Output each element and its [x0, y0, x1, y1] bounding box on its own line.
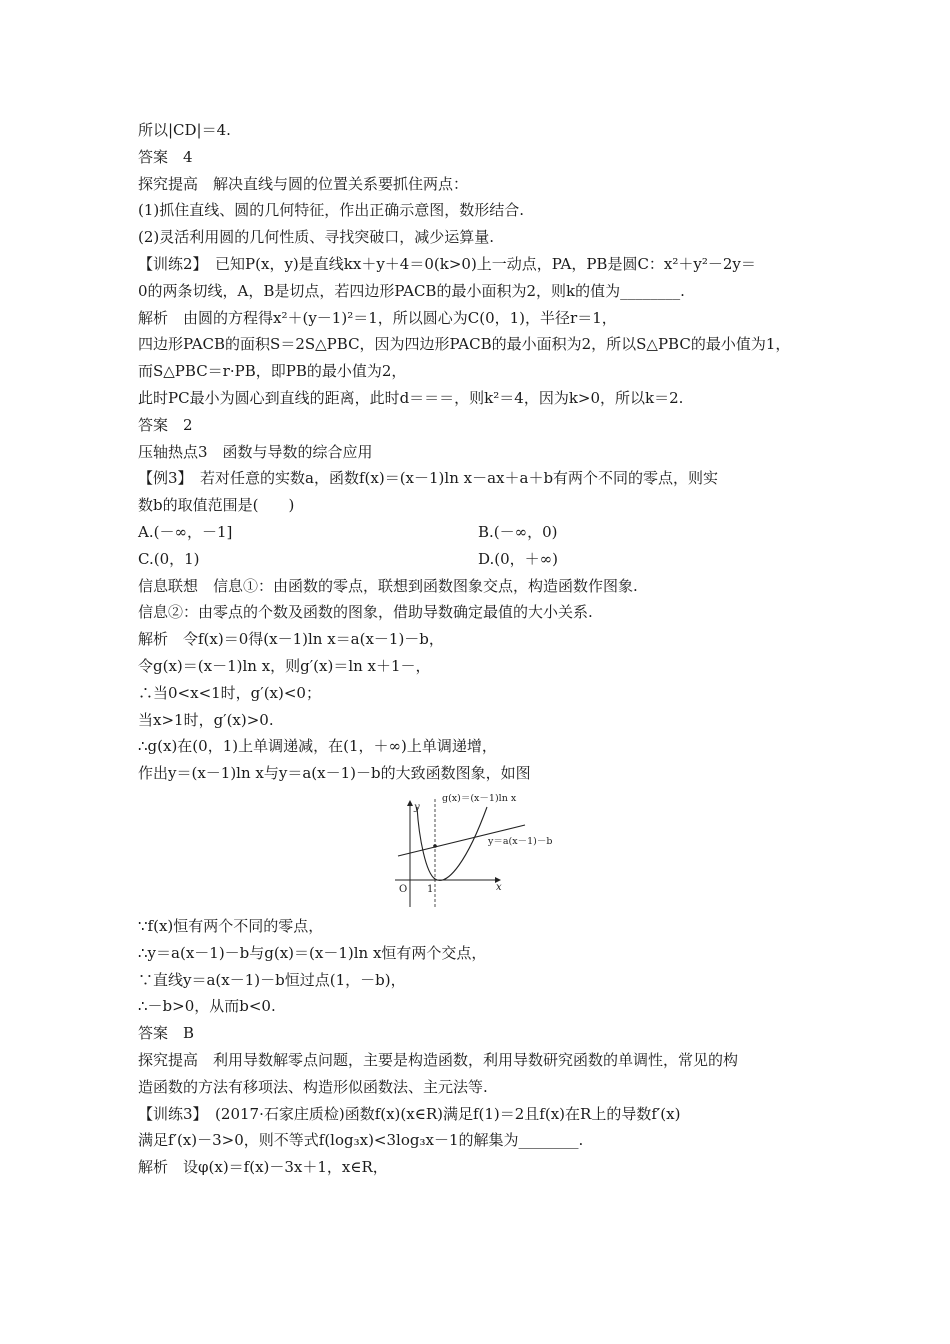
solution-line: 当x>1时，g′(x)>0.	[138, 710, 274, 729]
solution-line: 令g(x)＝(x－1)ln x，则g′(x)＝ln x＋1－，	[138, 656, 431, 675]
text-line: (1)抓住直线、圆的几何特征，作出正确示意图，数形结合.	[138, 201, 525, 220]
solution-line: 解析 令f(x)＝0得(x－1)ln x＝a(x－1)－b，	[138, 630, 444, 649]
tick-label-1: 1	[427, 883, 434, 895]
curve-gx	[417, 807, 487, 880]
options-row	[138, 546, 818, 573]
solution-line: 四边形PACB的面积S＝2S△PBC，因为四边形PACB的最小面积为2，所以S△PBC的最小值为1，	[138, 335, 791, 354]
solution-line: ∵直线y＝a(x－1)－b恒过点(1，－b)，	[138, 970, 406, 989]
text-line: 探究提高 利用导数解零点问题，主要是构造函数，利用导数研究函数的单调性，常见的构	[138, 1050, 739, 1069]
option-a: A.(－∞，－1]	[138, 522, 233, 541]
answer-line: 答案 4	[138, 147, 193, 166]
text-line: 信息②：由零点的个数及函数的图象，借助导数确定最值的大小关系.	[138, 603, 593, 622]
option-d: D.(0，＋∞)	[478, 549, 559, 568]
section-heading: 压轴热点3 函数与导数的综合应用	[138, 442, 373, 461]
exercise-2-line: 【训练2】 已知P(x，y)是直线kx＋y＋4＝0(k>0)上一动点，PA，PB是圆C：x²＋y²－2y＝	[138, 254, 756, 273]
fixed-point	[433, 844, 437, 848]
function-graph-figure	[138, 789, 818, 909]
origin-label: O	[399, 883, 408, 895]
solution-line: ∵f(x)恒有两个不同的零点，	[138, 916, 324, 935]
text-line: 信息联想 信息①：由函数的零点，联想到函数图象交点，构造函数作图象.	[138, 576, 638, 595]
solution-line: ∴当0<x<1时，g′(x)<0；	[138, 683, 321, 702]
text-line: 所以|CD|＝4.	[138, 121, 231, 139]
solution-line: ∴y＝a(x－1)－b与g(x)＝(x－1)ln x恒有两个交点，	[138, 943, 487, 962]
example-3-line: 数b的取值范围是( )	[138, 496, 295, 515]
exercise-3-line: 满足f′(x)－3>0，则不等式f(log₃x)<3log₃x－1的解集为________.	[138, 1131, 584, 1150]
solution-line: 解析 由圆的方程得x²＋(y－1)²＝1，所以圆心为C(0，1)，半径r＝1，	[138, 308, 617, 327]
option-b: B.(－∞，0)	[478, 522, 558, 541]
solution-line: ∴－b>0，从而b<0.	[138, 997, 276, 1016]
exercise-2-line: 0的两条切线，A，B是切点，若四边形PACB的最小面积为2，则k的值为________.	[138, 281, 685, 300]
line-label: y＝a(x－1)－b	[488, 835, 553, 847]
option-c: C.(0，1)	[138, 549, 200, 568]
y-axis-label: y	[414, 801, 420, 813]
solution-line: 此时PC最小为圆心到直线的距离，此时d＝＝＝，则k²＝4，因为k>0，所以k＝2.	[138, 388, 684, 407]
text-line: 探究提高 解决直线与圆的位置关系要抓住两点：	[138, 174, 469, 193]
x-axis-label: x	[496, 881, 502, 893]
exercise-3-line: 【训练3】 (2017·石家庄质检)函数f(x)(x∈R)满足f(1)＝2且f(x)在R上的导数f′(x)	[138, 1104, 681, 1123]
text-line: 造函数的方法有移项法、构造形似函数法、主元法等.	[138, 1077, 488, 1096]
curve-label: g(x)＝(x－1)ln x	[442, 792, 517, 804]
solution-line: 作出y＝(x－1)ln x与y＝a(x－1)－b的大致函数图象，如图	[138, 764, 531, 783]
options-row	[138, 519, 818, 546]
solution-line: 解析 设φ(x)＝f(x)－3x＋1，x∈R，	[138, 1158, 388, 1177]
answer-line: 答案 2	[138, 415, 193, 434]
document-content	[138, 117, 818, 1181]
solution-line: ∴g(x)在(0，1)上单调递减，在(1，＋∞)上单调递增，	[138, 737, 497, 756]
answer-line: 答案 B	[138, 1024, 195, 1043]
text-line: (2)灵活利用圆的几何性质、寻找突破口，减少运算量.	[138, 228, 495, 247]
solution-line: 而S△PBC＝r·PB，即PB的最小值为2，	[138, 362, 407, 381]
function-graph	[390, 789, 565, 909]
example-3-line: 【例3】 若对任意的实数a，函数f(x)＝(x－1)ln x－ax＋a＋b有两个不同的零点，则实	[138, 469, 719, 488]
